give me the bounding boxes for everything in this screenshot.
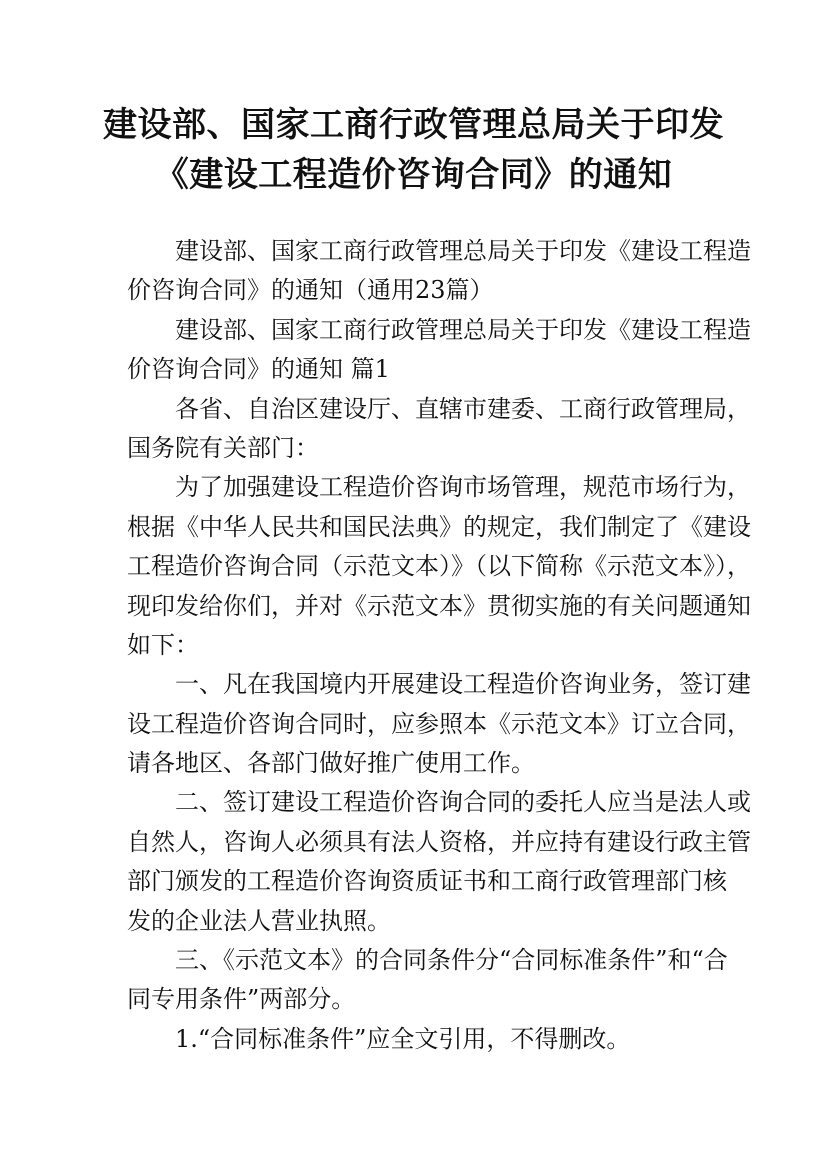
body-line-6: 国务院有关部门：	[127, 433, 319, 462]
body-line-17: 部门颁发的工程造价咨询资质证书和工商行政管理部门核	[127, 867, 727, 896]
body-line-19: 三、《示范文本》的合同条件分“合同标准条件”和“合	[175, 946, 728, 975]
body-line-16: 自然人，咨询人必须具有法人资格，并应持有建设行政主管	[127, 827, 751, 856]
body-line-3: 建设部、国家工商行政管理总局关于印发《建设工程造	[175, 315, 751, 344]
body-line-10: 现印发给你们，并对《示范文本》贯彻实施的有关问题通知	[127, 591, 751, 620]
body-line-7: 为了加强建设工程造价咨询市场管理，规范市场行为，	[175, 473, 751, 502]
body-line-5: 各省、自治区建设厅、直辖市建委、工商行政管理局，	[175, 394, 751, 423]
body-line-15: 二、签订建设工程造价咨询合同的委托人应当是法人或	[175, 788, 751, 817]
body-line-14: 请各地区、各部门做好推广使用工作。	[127, 749, 535, 778]
body-line-13: 设工程造价咨询合同时，应参照本《示范文本》订立合同，	[127, 709, 751, 738]
body-line-21: 1.“合同标准条件”应全文引用，不得删改。	[175, 1024, 631, 1053]
body-line-20: 同专用条件”两部分。	[127, 985, 356, 1014]
body-line-12: 一、凡在我国境内开展建设工程造价咨询业务，签订建	[175, 670, 751, 699]
body-line-1: 建设部、国家工商行政管理总局关于印发《建设工程造	[175, 237, 751, 265]
document-body	[127, 232, 751, 1059]
body-line-4: 价咨询合同》的通知 篇1	[127, 355, 390, 384]
document-title	[0, 100, 827, 200]
body-line-8: 根据《中华人民共和国民法典》的规定，我们制定了《建设	[127, 512, 751, 541]
body-line-11: 如下：	[127, 630, 199, 659]
body-line-18: 发的企业法人营业执照。	[127, 906, 391, 935]
document-title-line-1: 建设部、国家工商行政管理总局关于印发	[103, 105, 724, 145]
body-line-9: 工程造价咨询合同（示范文本）》（以下简称《示范文本》），	[127, 552, 751, 581]
document-title-line-2: 《建设工程造价咨询合同》的通知	[154, 155, 673, 195]
body-line-2: 价咨询合同》的通知（通用23篇）	[127, 276, 494, 305]
